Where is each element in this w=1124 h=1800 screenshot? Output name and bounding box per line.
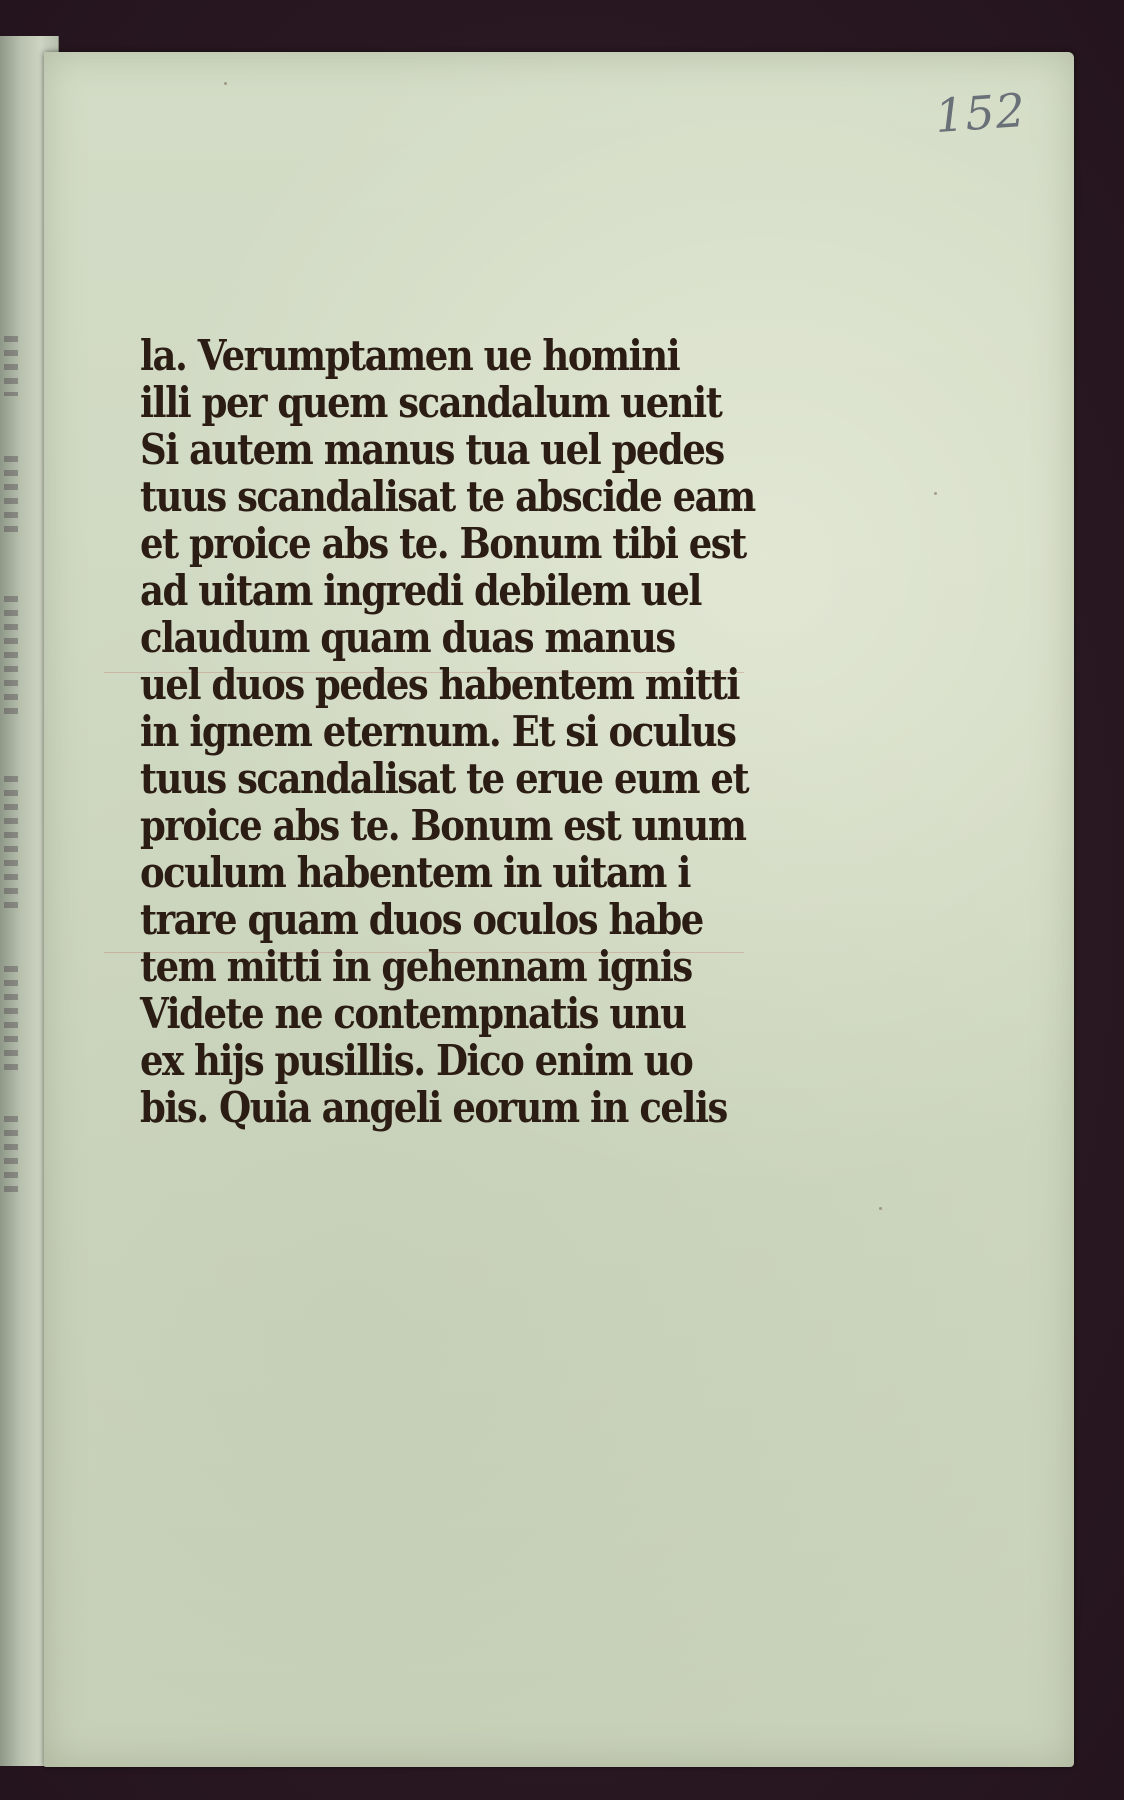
- text-line: Videte ne contempnatis unu: [140, 987, 686, 1039]
- text-line: bis. Quia angeli eorum in celis: [140, 1081, 727, 1133]
- text-line: claudum quam duas manus: [140, 611, 675, 663]
- text-line: illi per quem scandalum uenit: [140, 376, 722, 428]
- bleed-through-ink: [4, 966, 18, 1076]
- text-line: uel duos pedes habentem mitti: [140, 658, 739, 710]
- bleed-through-ink: [4, 776, 18, 916]
- bleed-through-ink: [4, 596, 18, 716]
- folio-number: 152: [933, 82, 1028, 144]
- text-line: la. Verumptamen ue homini: [140, 329, 680, 381]
- parchment-speck: [224, 82, 227, 85]
- text-line: trare quam duos oculos habe: [140, 893, 703, 945]
- text-line: Si autem manus tua uel pedes: [140, 423, 724, 475]
- text-line: ex hijs pusillis. Dico enim uo: [140, 1034, 693, 1086]
- text-line: tuus scandalisat te erue eum et: [140, 752, 749, 804]
- text-column: [140, 329, 755, 1133]
- parchment-speck: [934, 492, 937, 495]
- text-line: in ignem eternum. Et si oculus: [140, 705, 736, 757]
- manuscript-page: [44, 52, 1074, 1767]
- text-line: oculum habentem in uitam i: [140, 846, 690, 898]
- bleed-through-ink: [4, 1116, 18, 1196]
- bleed-through-ink: [4, 456, 18, 536]
- text-line: tuus scandalisat te abscide eam: [140, 470, 755, 522]
- text-line: et proice abs te. Bonum tibi est: [140, 517, 746, 569]
- text-line: tem mitti in gehennam ignis: [140, 940, 692, 992]
- parchment-speck: [879, 1207, 882, 1210]
- text-line: proice abs te. Bonum est unum: [140, 799, 746, 851]
- text-line: ad uitam ingredi debilem uel: [140, 564, 701, 616]
- bleed-through-ink: [4, 336, 18, 396]
